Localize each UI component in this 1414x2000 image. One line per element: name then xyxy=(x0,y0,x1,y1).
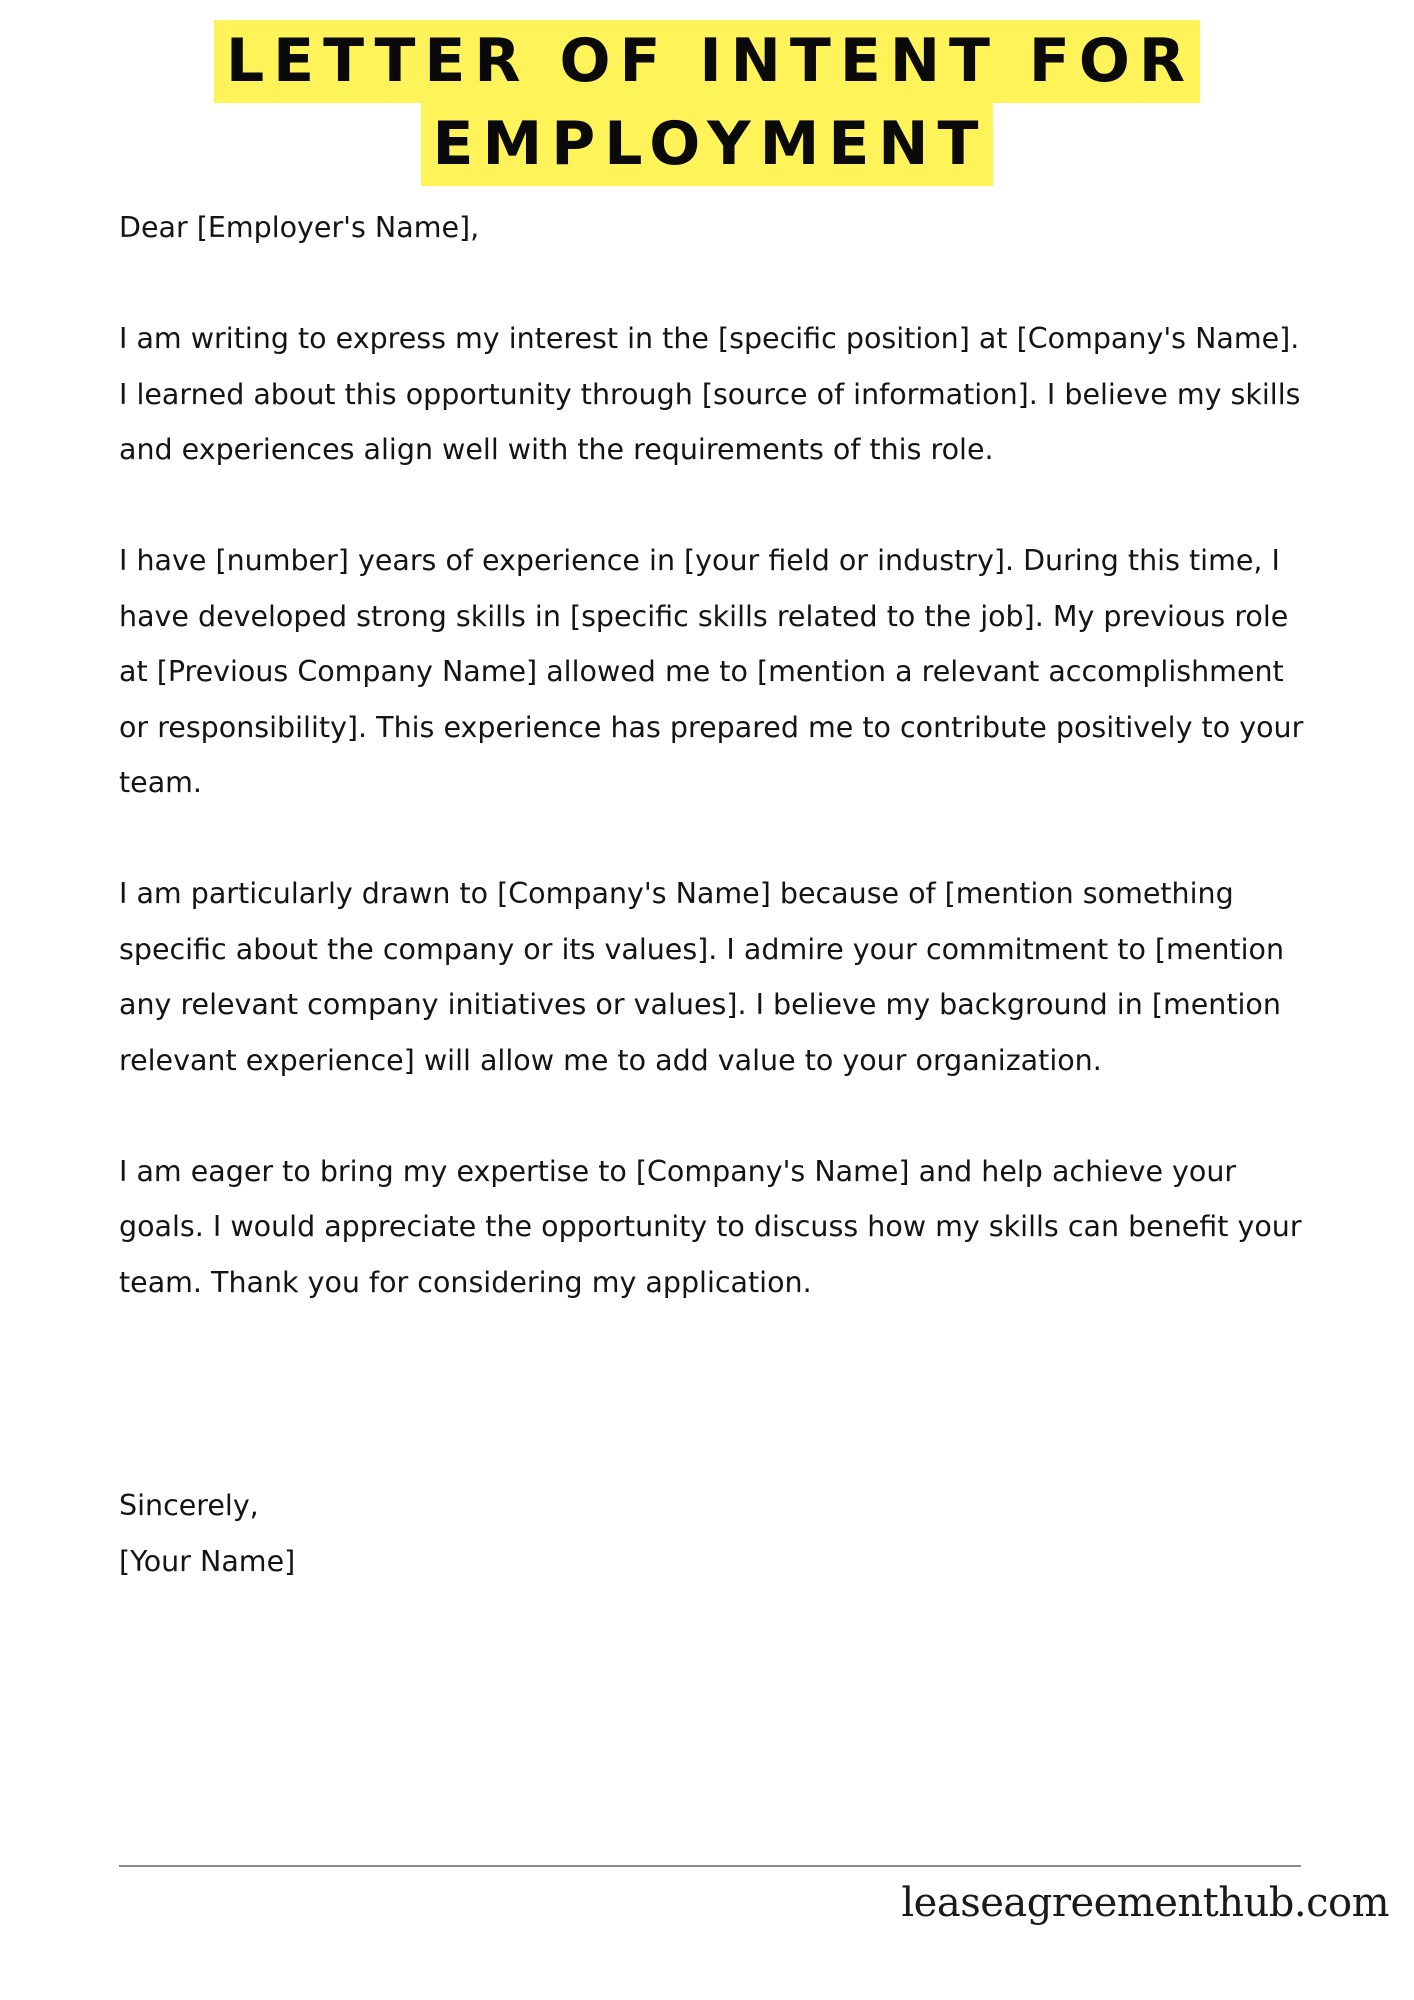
paragraph-4: I am eager to bring my expertise to [Company's Name] and help achieve your goals. I would appreciate the opportunity to discuss how my skills can benefit your team. Thank you for considering my application. xyxy=(119,1154,1302,1299)
closing-block xyxy=(119,1478,295,1589)
paragraph-2: I have [number] years of experience in [your field or industry]. During this time, I have developed strong skills in [specific skills related to the job]. My previous role at [Previous Company Name] allowed me to [mention a relevant accomplishment or responsibility]. This experience has prepared me to contribute positively to your team. xyxy=(119,544,1304,799)
signature-name: [Your Name] xyxy=(119,1544,296,1578)
closing-text: Sincerely, xyxy=(119,1489,259,1522)
title-line-1: LETTER OF INTENT FOR xyxy=(214,20,1200,103)
paragraph-1: I am writing to express my interest in the [specific position] at [Company's Name]. I learned about this opportunity through [source of information]. I believe my skills and experiences align well with the requirements of this role. xyxy=(119,322,1301,466)
document-title xyxy=(0,20,1414,186)
footer-website: leaseagreementhub.com xyxy=(901,1880,1389,1926)
letter-body xyxy=(119,200,1309,1366)
salutation: Dear [Employer's Name], xyxy=(119,211,480,244)
title-line-2: EMPLOYMENT xyxy=(421,103,994,186)
footer-divider xyxy=(119,1865,1301,1867)
paragraph-3: I am particularly drawn to [Company's Name] because of [mention something specific about the company or its values]. I admire your commitment to [mention any relevant company initiatives or values]. I believe my background in [mention relevant experience] will allow me to add value to your organization. xyxy=(119,877,1285,1077)
